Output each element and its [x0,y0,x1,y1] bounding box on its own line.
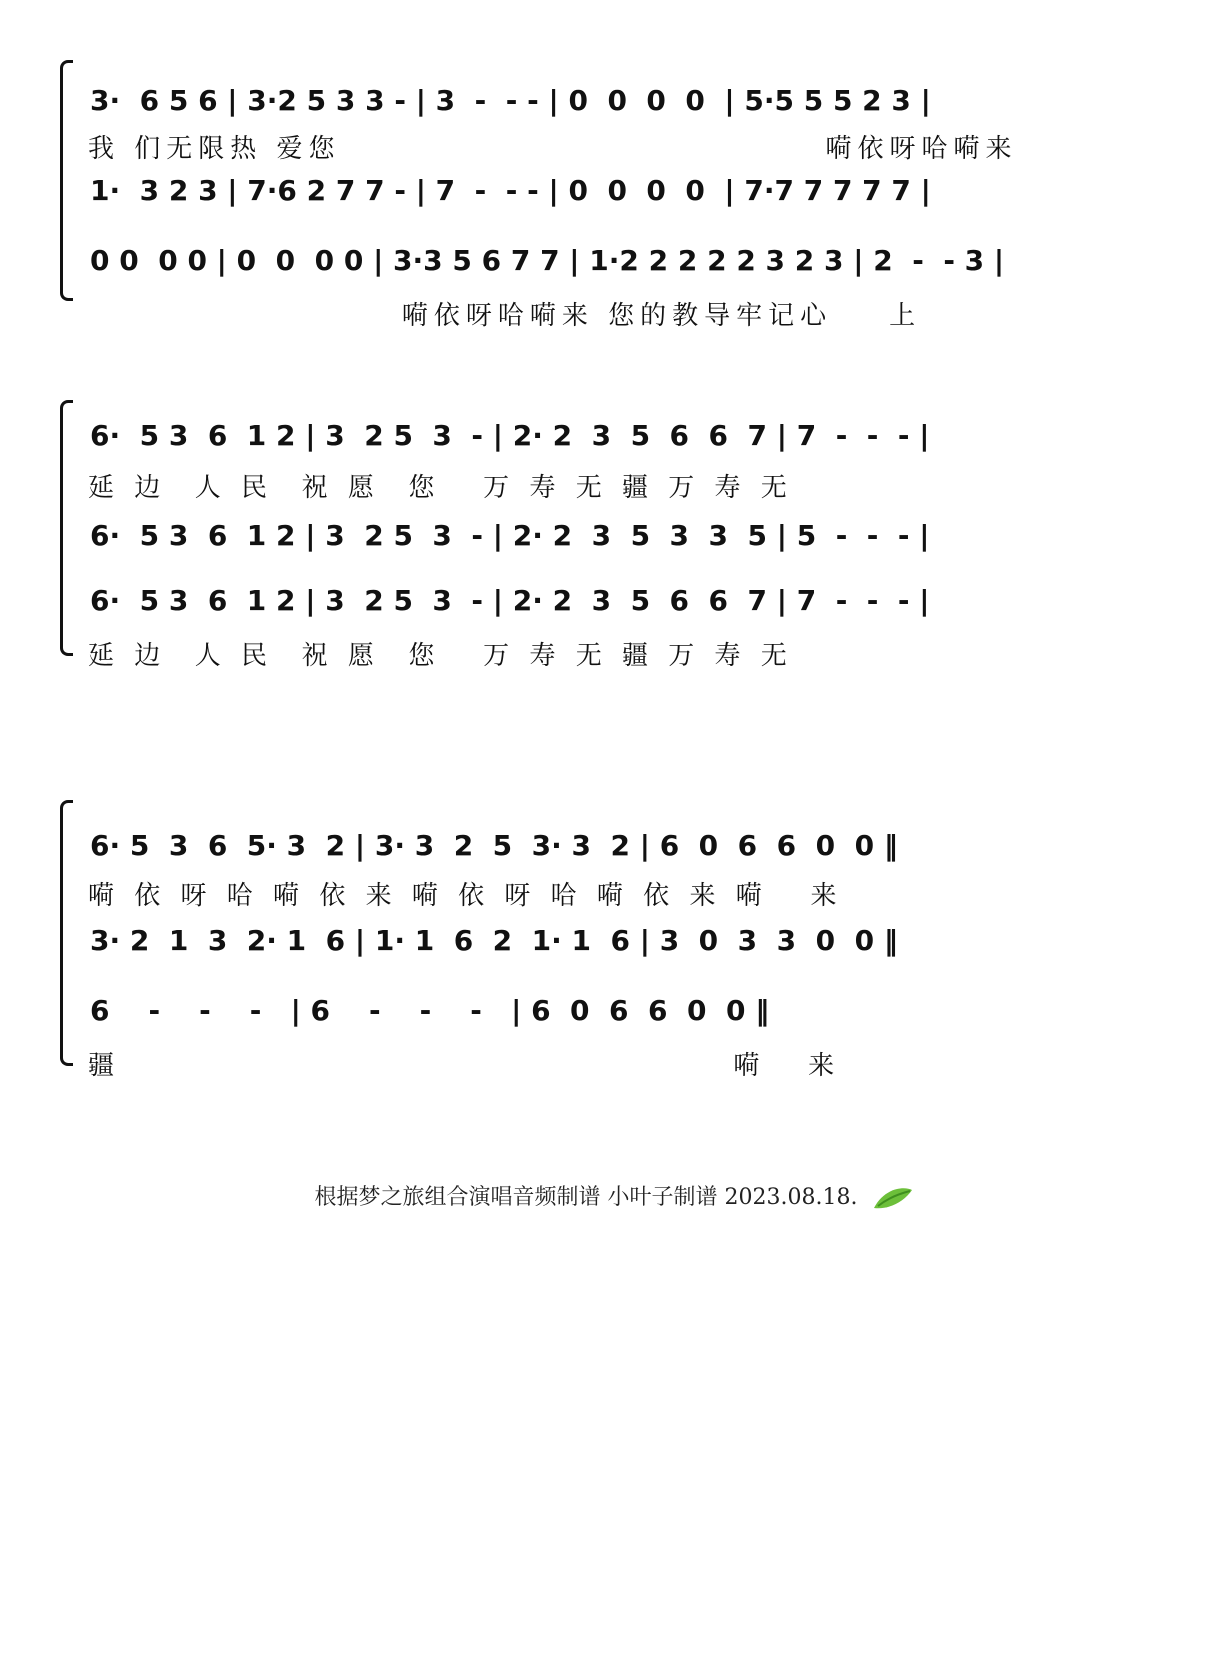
credit-line [0,1180,1229,1212]
staff-row: 6· 5 3 6 1 2 | 3 2 5 3 - | 2· 2 3 5 6 6 7 | 7 - - - | [90,583,930,617]
staff-row: 0 0 0 0 | 0 0 0 0 | 3·3 5 6 7 7 | 1·2 2 2 2 2 3 2 3 | 2 - - 3 | [90,243,1005,277]
lyric-row: 我 们无限热 爱您 嗬依呀哈嗬来 [88,134,1018,164]
lyric-row: 延 边 人 民 祝 愿 您 万 寿 无 疆 万 寿 无 [88,473,793,503]
staff-row: 3· 2 1 3 2· 1 6 | 1· 1 6 2 1· 1 6 | 3 0 3 3 0 0 ‖ [90,923,898,957]
lyric-row: 疆 嗬 来 [88,1051,841,1081]
system-brace [60,60,73,301]
system-brace [60,800,73,1066]
lyric-row: 延 边 人 民 祝 愿 您 万 寿 无 疆 万 寿 无 [88,641,793,671]
system-brace [60,400,73,656]
staff-row: 6· 5 3 6 5· 3 2 | 3· 3 2 5 3· 3 2 | 6 0 6 6 0 0 ‖ [90,828,898,862]
staff-row: 6 - - - | 6 - - - | 6 0 6 6 0 0 ‖ [90,993,770,1027]
staff-row: 6· 5 3 6 1 2 | 3 2 5 3 - | 2· 2 3 5 6 6 7 | 7 - - - | [90,418,930,452]
lyric-row: 嗬 依 呀 哈 嗬 依 来 嗬 依 呀 哈 嗬 依 来 嗬 来 [88,881,843,911]
credit-text: 根据梦之旅组合演唱音频制谱 小叶子制谱 2023.08.18. [314,1185,858,1210]
staff-row: 3· 6 5 6 | 3·2 5 3 3 - | 3 - - - | 0 0 0 0 | 5·5 5 5 2 3 | [90,83,931,117]
staff-row: 1· 3 2 3 | 7·6 2 7 7 - | 7 - - - | 0 0 0 0 | 7·7 7 7 7 7 | [90,173,931,207]
leaf-icon [870,1184,914,1212]
lyric-row: 嗬依呀哈嗬来 您的教导牢记心 上 [88,301,922,331]
staff-row: 6· 5 3 6 1 2 | 3 2 5 3 - | 2· 2 3 5 3 3 5 | 5 - - - | [90,518,930,552]
